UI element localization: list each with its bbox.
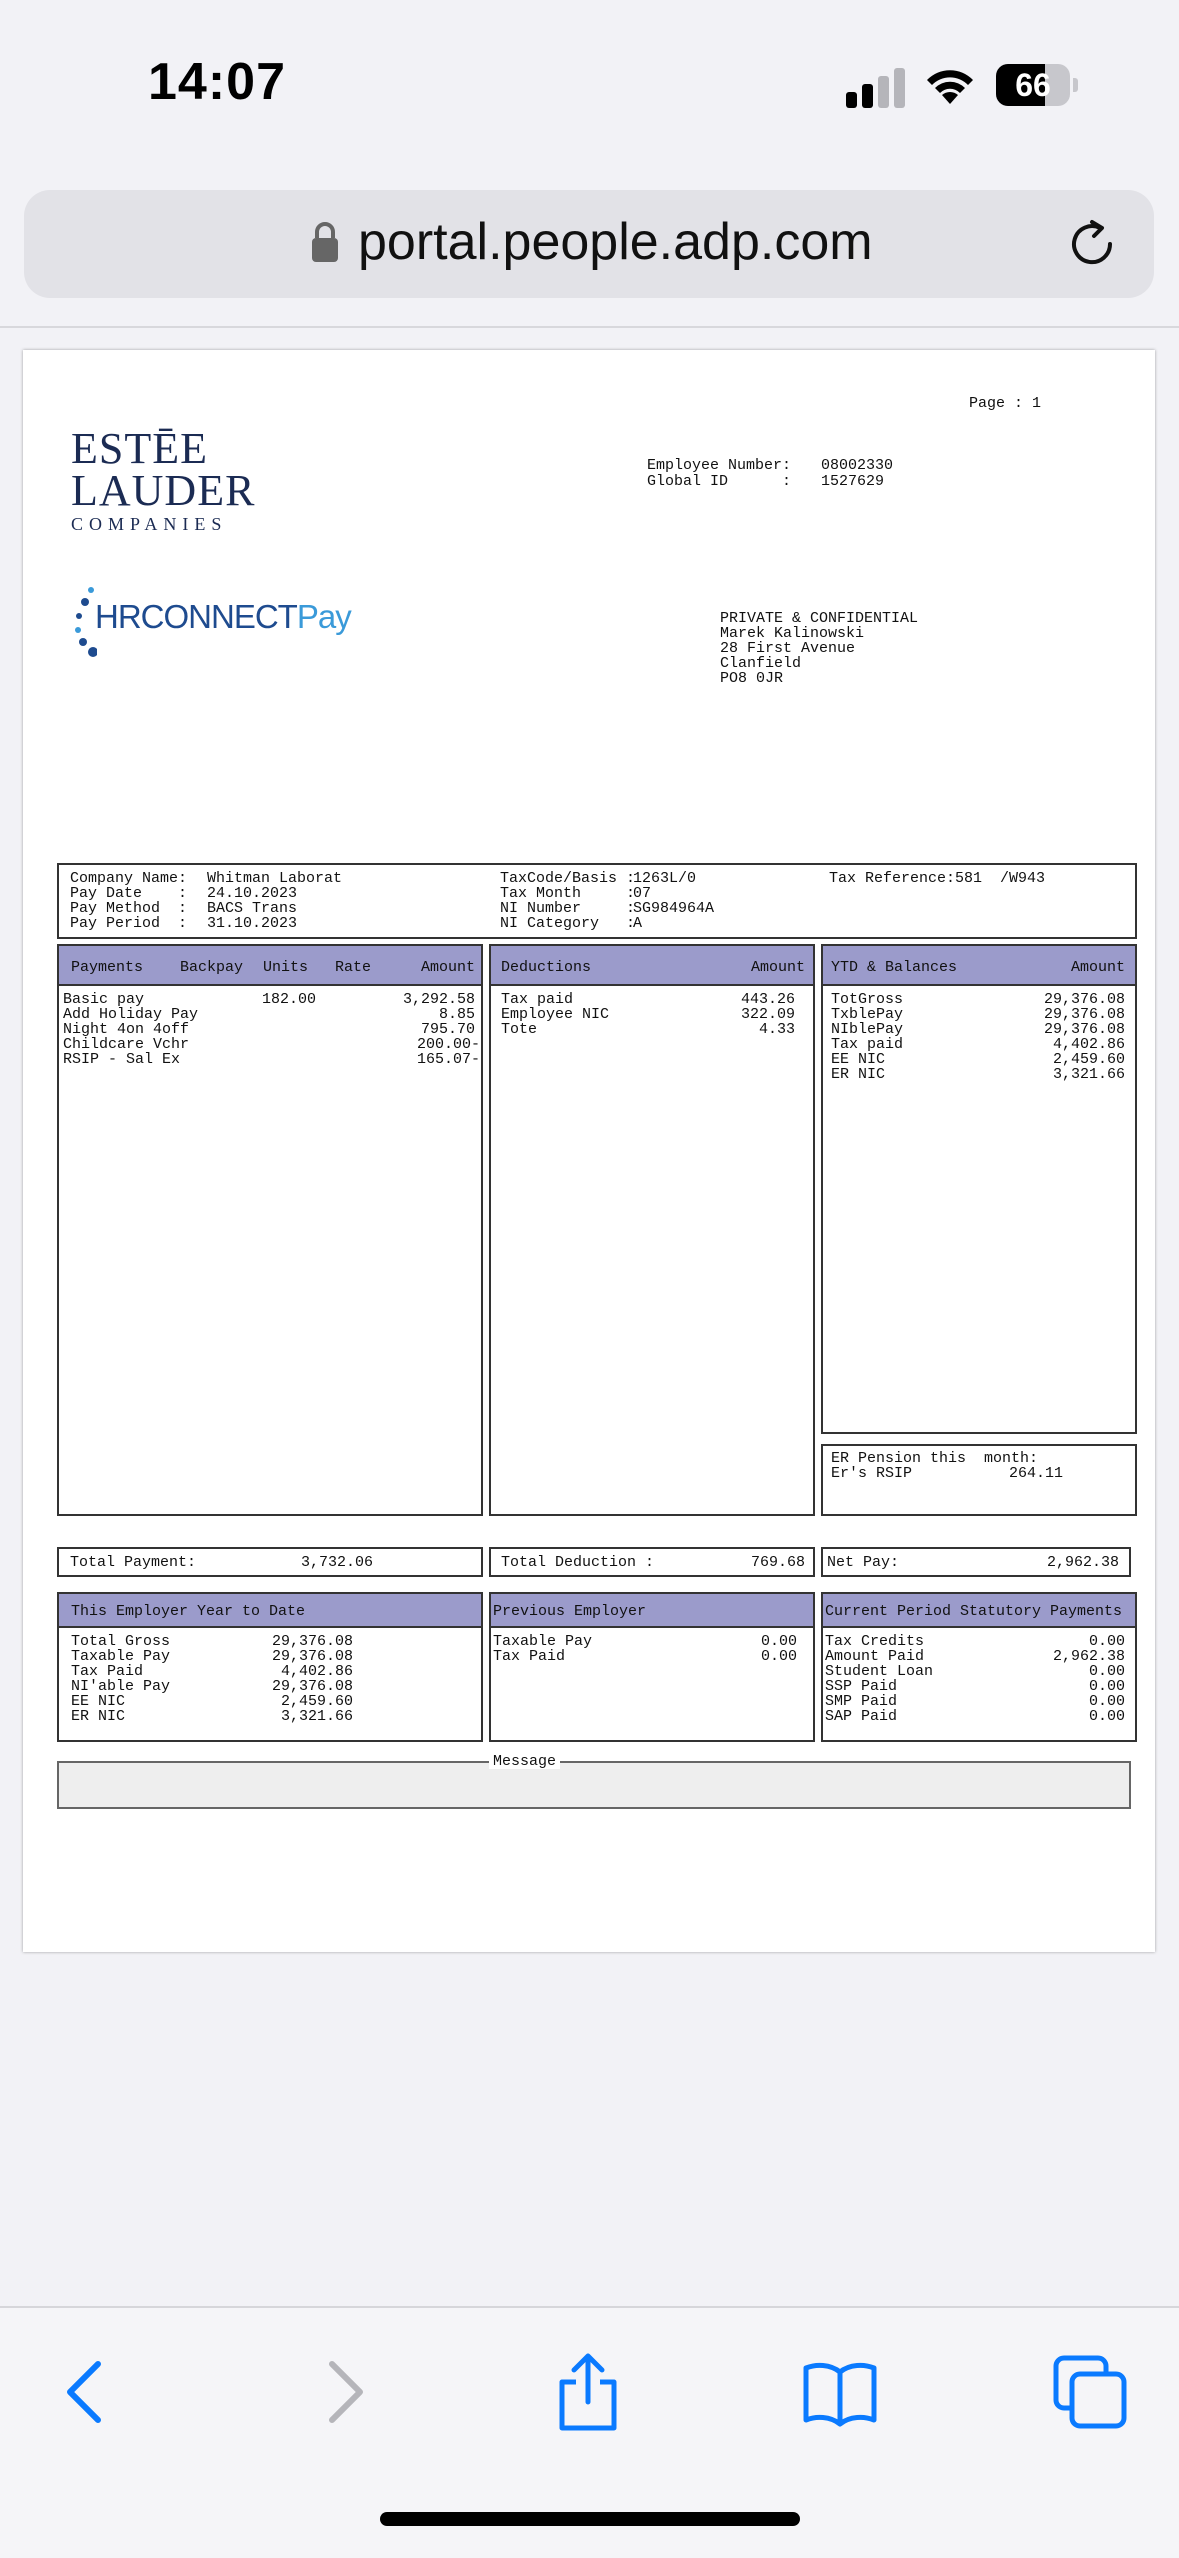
cell-value: 3,292.58 bbox=[402, 991, 475, 1008]
table-row: ER NIC bbox=[831, 1066, 886, 1083]
back-icon[interactable] bbox=[48, 2352, 128, 2432]
cell-value: 200.00- bbox=[416, 1036, 480, 1053]
table-row: SMP Paid bbox=[825, 1693, 898, 1710]
forward-icon[interactable] bbox=[302, 2352, 382, 2432]
payments-col-backpay: Backpay bbox=[180, 959, 244, 976]
pension-label: ER Pension this month: bbox=[831, 1450, 1039, 1467]
cell-value: 24.10.2023 bbox=[207, 885, 298, 902]
cell-value: BACS Trans bbox=[207, 900, 298, 917]
global-id: 1527629 bbox=[821, 473, 885, 490]
wifi-icon bbox=[922, 60, 978, 106]
cell-value: Tax Month : bbox=[500, 885, 636, 902]
table-row: Tote bbox=[501, 1021, 538, 1038]
cell-value: 2,459.60 bbox=[280, 1693, 353, 1710]
total-deduction: 769.68 bbox=[750, 1554, 805, 1571]
table-row: Employee NIC bbox=[501, 1006, 610, 1023]
cell-value: 3,321.66 bbox=[1052, 1066, 1125, 1083]
cell-value: Whitman Laborat bbox=[207, 870, 343, 887]
cell-value: 29,376.08 bbox=[271, 1648, 353, 1665]
cellular-signal-icon bbox=[846, 66, 906, 108]
total-deduction-label: Total Deduction : bbox=[501, 1554, 655, 1571]
cell-value: Company Name: bbox=[70, 870, 188, 887]
cell-value: TaxCode/Basis : bbox=[500, 870, 636, 887]
table-row: Taxable Pay bbox=[493, 1633, 593, 1650]
table-row: Total Gross bbox=[71, 1633, 171, 1650]
dots-icon bbox=[73, 584, 97, 660]
cell-value: PO8 0JR bbox=[720, 670, 784, 687]
lock-icon bbox=[310, 220, 340, 264]
cell-value: 07 bbox=[633, 885, 652, 902]
cell-value: 29,376.08 bbox=[1043, 1021, 1125, 1038]
status-bar bbox=[0, 0, 1179, 175]
page-number: Page : 1 bbox=[969, 395, 1042, 412]
statutory-title: Current Period Statutory Payments bbox=[825, 1603, 1123, 1620]
cell-value: 0.00 bbox=[1088, 1678, 1125, 1695]
total-payment-label: Total Payment: bbox=[70, 1554, 197, 1571]
table-row: Amount Paid bbox=[825, 1648, 925, 1665]
message-box bbox=[57, 1761, 1131, 1809]
cell-value: Clanfield bbox=[720, 655, 802, 672]
battery-level: 66 bbox=[1015, 67, 1051, 103]
table-row: Tax Credits bbox=[825, 1633, 925, 1650]
ytd-col-name: YTD & Balances bbox=[831, 959, 958, 976]
rsip-label: Er's RSIP bbox=[831, 1465, 913, 1482]
hrconnect-pay-logo: HRCONNECTPay bbox=[73, 580, 393, 660]
divider bbox=[0, 326, 1179, 328]
cell-value: 795.70 bbox=[420, 1021, 475, 1038]
table-row: Night 4on 4off bbox=[63, 1021, 190, 1038]
cell-value: 3,321.66 bbox=[280, 1708, 353, 1725]
table-row: Tax Paid bbox=[71, 1663, 144, 1680]
table-row: Student Loan bbox=[825, 1663, 934, 1680]
cell-value: 443.26 bbox=[740, 991, 795, 1008]
cell-value: NI Number : bbox=[500, 900, 636, 917]
tabs-icon[interactable] bbox=[1050, 2352, 1130, 2432]
cell-value: 0.00 bbox=[1088, 1663, 1125, 1680]
share-icon[interactable] bbox=[548, 2352, 628, 2432]
payments-col-rate: Rate bbox=[335, 959, 372, 976]
cell-value: 4.33 bbox=[758, 1021, 795, 1038]
cell-value: Marek Kalinowski bbox=[720, 625, 865, 642]
table-row: Tax paid bbox=[501, 991, 574, 1008]
estee-lauder-logo: ESTĒE LAUDER COMPANIES bbox=[71, 424, 256, 534]
table-row: TxblePay bbox=[831, 1006, 904, 1023]
table-row: TotGross bbox=[831, 991, 904, 1008]
cell-value: 29,376.08 bbox=[1043, 991, 1125, 1008]
cell-value: 0.00 bbox=[1088, 1693, 1125, 1710]
ytd-col-amount: Amount bbox=[1070, 959, 1125, 976]
bookmarks-icon[interactable] bbox=[800, 2352, 880, 2432]
cell-value: 29,376.08 bbox=[1043, 1006, 1125, 1023]
cell-value: 165.07- bbox=[416, 1051, 480, 1068]
cell-value: PRIVATE & CONFIDENTIAL bbox=[720, 610, 919, 627]
table-row: Basic pay bbox=[63, 991, 145, 1008]
cell-value: 31.10.2023 bbox=[207, 915, 298, 932]
table-row: Tax paid bbox=[831, 1036, 904, 1053]
url-text[interactable]: portal.people.adp.com bbox=[358, 213, 873, 271]
cell-value: 29,376.08 bbox=[271, 1633, 353, 1650]
table-row: SSP Paid bbox=[825, 1678, 898, 1695]
cell-value: Pay Period : bbox=[70, 915, 188, 932]
rsip-value: 264.11 bbox=[1008, 1465, 1063, 1482]
cell-value: SG984964A bbox=[633, 900, 715, 917]
payslip-document bbox=[23, 350, 1155, 1952]
cell-value: 0.00 bbox=[1088, 1708, 1125, 1725]
cell-value: 182.00 bbox=[262, 991, 317, 1008]
table-row: EE NIC bbox=[831, 1051, 886, 1068]
status-time: 14:07 bbox=[148, 53, 286, 111]
table-row: Taxable Pay bbox=[71, 1648, 171, 1665]
table-row: EE NIC bbox=[71, 1693, 126, 1710]
employer-ytd-title: This Employer Year to Date bbox=[71, 1603, 306, 1620]
cell-value: 2,459.60 bbox=[1052, 1051, 1125, 1068]
message-label: Message bbox=[489, 1754, 560, 1769]
employee-number-label: Employee Number: bbox=[647, 457, 792, 474]
cell-value: 4,402.86 bbox=[280, 1663, 353, 1680]
cell-value: 0.00 bbox=[760, 1633, 797, 1650]
total-payment: 3,732.06 bbox=[300, 1554, 373, 1571]
table-row: SAP Paid bbox=[825, 1708, 898, 1725]
tax-reference: Tax Reference:581 /W943 bbox=[829, 870, 1046, 887]
cell-value: 28 First Avenue bbox=[720, 640, 856, 657]
cell-value: Pay Method : bbox=[70, 900, 188, 917]
cell-value: 8.85 bbox=[438, 1006, 475, 1023]
cell-value: 29,376.08 bbox=[271, 1678, 353, 1695]
cell-value: Pay Date : bbox=[70, 885, 188, 902]
global-id-label: Global ID : bbox=[647, 473, 792, 490]
home-indicator bbox=[380, 2512, 800, 2526]
cell-value: 0.00 bbox=[760, 1648, 797, 1665]
cell-value: 0.00 bbox=[1088, 1633, 1125, 1650]
employee-number: 08002330 bbox=[821, 457, 894, 474]
battery-icon bbox=[996, 64, 1076, 106]
deductions-col-amount: Amount bbox=[750, 959, 805, 976]
net-pay: 2,962.38 bbox=[1046, 1554, 1119, 1571]
table-row: Tax Paid bbox=[493, 1648, 566, 1665]
table-row: Add Holiday Pay bbox=[63, 1006, 199, 1023]
table-row: ER NIC bbox=[71, 1708, 126, 1725]
cell-value: 4,402.86 bbox=[1052, 1036, 1125, 1053]
payments-col-name: Payments bbox=[71, 959, 144, 976]
cell-value: 2,962.38 bbox=[1052, 1648, 1125, 1665]
table-row: Childcare Vchr bbox=[63, 1036, 190, 1053]
table-row: RSIP - Sal Ex bbox=[63, 1051, 181, 1068]
table-row: NIblePay bbox=[831, 1021, 904, 1038]
payments-col-units: Units bbox=[263, 959, 309, 976]
cell-value: NI Category : bbox=[500, 915, 636, 932]
address-bar[interactable] bbox=[24, 190, 1154, 298]
net-pay-label: Net Pay: bbox=[827, 1554, 900, 1571]
cell-value: 1263L/0 bbox=[633, 870, 697, 887]
cell-value: A bbox=[633, 915, 643, 932]
reload-icon[interactable] bbox=[1062, 214, 1122, 274]
deductions-col-name: Deductions bbox=[501, 959, 592, 976]
cell-value: 322.09 bbox=[740, 1006, 795, 1023]
previous-employer-title: Previous Employer bbox=[493, 1603, 647, 1620]
payments-col-amount: Amount bbox=[420, 959, 475, 976]
table-row: NI'able Pay bbox=[71, 1678, 171, 1695]
